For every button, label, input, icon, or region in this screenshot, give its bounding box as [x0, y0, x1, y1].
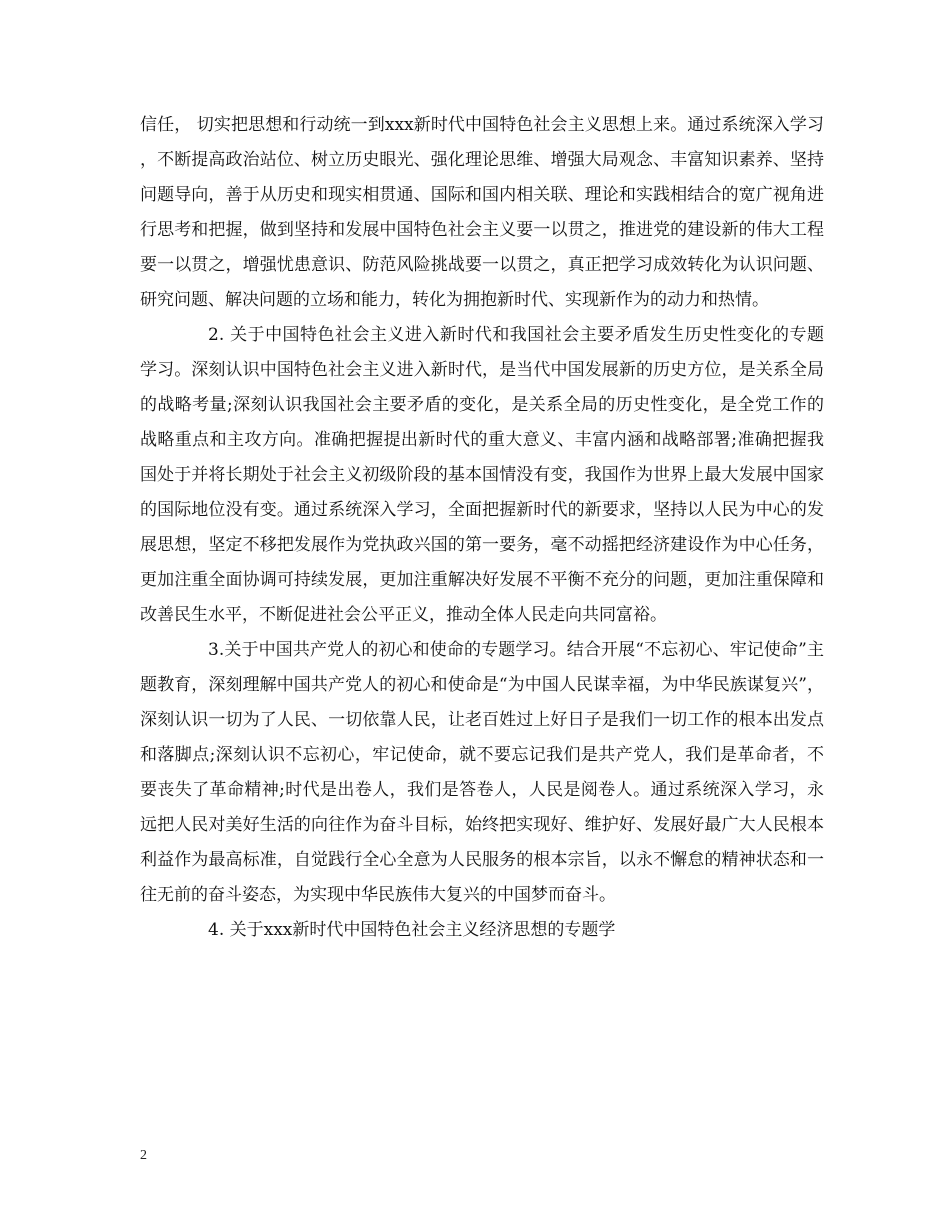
- paragraph-item-4: 4. 关于xxx新时代中国特色社会主义经济思想的专题学: [208, 920, 616, 940]
- paragraph-continuation: 信任， 切实把思想和行动统一到xxx新时代中国特色社会主义思想上来。通过系统深入学习，不断提高政治站位、树立历史眼光、强化理论思维、增强大局观念、丰富知识素养、坚持问题导向，善于从历史和现实相贯通、国际和国内相关联、理论和实践相结合的宽广视角进行思考和把握，做到坚持和发展中国特色社会主义要一以贯之，推进党的建设新的伟大工程要一以贯之，增强忧患意识、防范风险挑战要一以贯之，真正把学习成效转化为认识问题、研究问题、解决问题的立场和能力，转化为拥抱新时代、实现新作为的动力和热情。: [140, 115, 824, 310]
- page-number: 2: [140, 1148, 147, 1163]
- paragraph-item-2: 2. 关于中国特色社会主义进入新时代和我国社会主要矛盾发生历史性变化的专题学习。深刻认识中国特色社会主义进入新时代，是当代中国发展新的历史方位，是关系全局的战略考量;深刻认识我国社会主要矛盾的变化，是关系全局的历史性变化，是全党工作的战略重点和主攻方向。准确把握提出新时代的重大意义、丰富内涵和战略部署;准确把握我国处于并将长期处于社会主义初级阶段的基本国情没有变，我国作为世界上最大发展中国家的国际地位没有变。通过系统深入学习，全面把握新时代的新要求，坚持以人民为中心的发展思想，坚定不移把发展作为党执政兴国的第一要务，毫不动摇把经济建设作为中心任务，更加注重全面协调可持续发展，更加注重解决好发展不平衡不充分的问题，更加注重保障和改善民生水平，不断促进社会公平正义，推动全体人民走向共同富裕。: [140, 325, 824, 625]
- paragraph-item-3: 3.关于中国共产党人的初心和使命的专题学习。结合开展“不忘初心、牢记使命”主题教育，深刻理解中国共产党人的初心和使命是“为中国人民谋幸福，为中华民族谋复兴”，深刻认识一切为了人民、一切依靠人民，让老百姓过上好日子是我们一切工作的根本出发点和落脚点;深刻认识不忘初心，牢记使命，就不要忘记我们是共产党人，我们是革命者，不要丧失了革命精神;时代是出卷人，我们是答卷人，人民是阅卷人。通过系统深入学习，永远把人民对美好生活的向往作为奋斗目标，始终把实现好、维护好、发展好最广大人民根本利益作为最高标准，自觉践行全心全意为人民服务的根本宗旨，以永不懈怠的精神状态和一往无前的奋斗姿态，为实现中华民族伟大复兴的中国梦而奋斗。: [140, 640, 824, 905]
- document-body: [140, 108, 824, 948]
